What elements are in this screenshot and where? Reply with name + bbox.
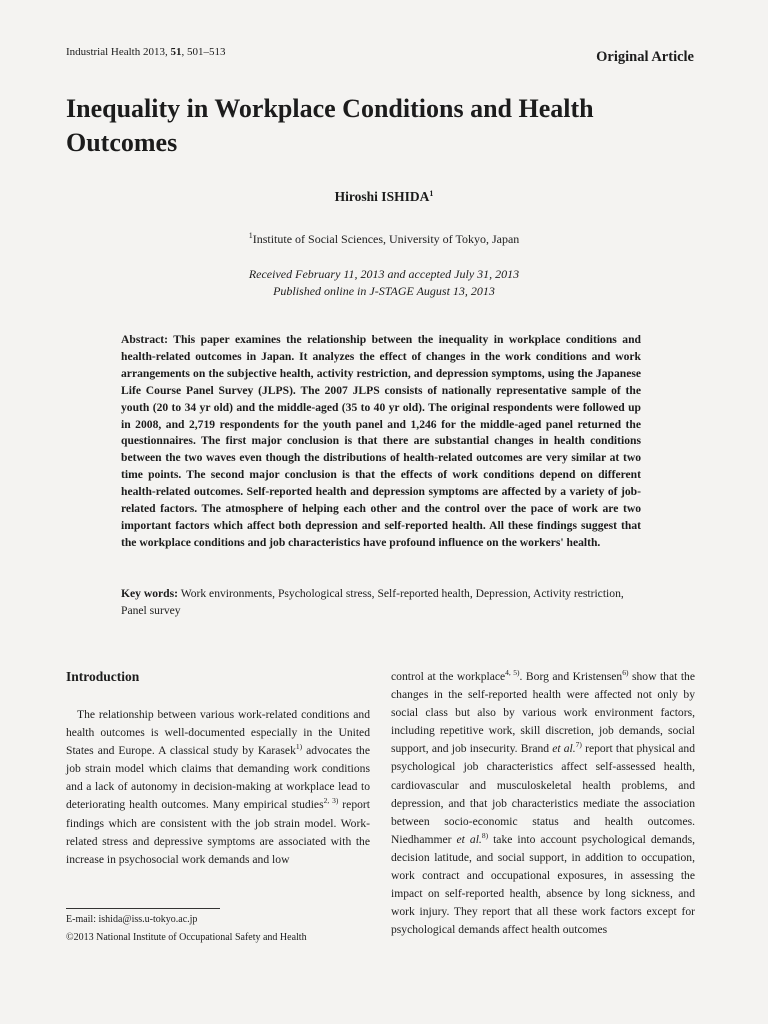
intro-p2-text-4: report that physical and psychological job characteristics affect self-assessed health, cardiovascular and musculoskeletal health problems, and depression, and that job characteristics mediate the association between socio-economic status and health outcomes. Niedhammer xyxy=(391,742,695,846)
keywords-text: Work environments, Psychological stress, Self-reported health, Depression, Activity restriction, Panel survey xyxy=(121,587,624,617)
intro-p2-text-5: take into account psychological demands, decision latitude, and social support, in addition to occupation, work contract and occupational exposures, in assessing the impact on self-reported health, absence by long sickness, and work injury. They report that all these work factors except for psychological demands affect health outcomes xyxy=(391,832,695,937)
et-al: et al. xyxy=(552,742,576,756)
keywords xyxy=(121,585,641,619)
footnote-divider xyxy=(66,908,220,909)
article-dates xyxy=(0,266,768,300)
article-type: Original Article xyxy=(596,49,694,65)
intro-p1-text-1: The relationship between various work-related conditions and health outcomes is well-documented especially in the United States and Europe. A classical study by Karasek xyxy=(66,708,370,758)
received-date: Received February 11, 2013 and accepted July 31, 2013 xyxy=(248,267,520,281)
article-title: Inequality in Workplace Conditions and Health Outcomes xyxy=(66,94,594,157)
right-column xyxy=(391,668,695,939)
journal-pages: , 501–513 xyxy=(181,46,226,58)
citation-ref: 4, 5) xyxy=(505,668,520,677)
citation-ref: 1) xyxy=(295,742,303,752)
section-heading-introduction: Introduction xyxy=(66,669,140,684)
affiliation-text: Institute of Social Sciences, University of Tokyo, Japan xyxy=(252,232,520,246)
footnote-copyright: ©2013 National Institute of Occupational Safety and Health xyxy=(66,932,307,943)
intro-p2-text-1: control at the workplace xyxy=(391,670,506,683)
citation-ref: 2, 3) xyxy=(323,796,339,806)
journal-citation xyxy=(66,46,225,58)
affiliation-mark: 1 xyxy=(248,231,253,240)
left-column xyxy=(66,668,370,869)
published-date: Published online in J-STAGE August 13, 2013 xyxy=(273,284,495,298)
journal-volume: 51 xyxy=(170,46,182,58)
footnote-email: E-mail: ishida@iss.u-tokyo.ac.jp xyxy=(66,914,198,925)
abstract: Abstract: This paper examines the relationship between the inequality in workplace conditions and health-related outcomes in Japan. It analyzes the effect of changes in the work conditions and work arrangements on the subjective health, activity restriction, and depression symptoms, using the Japanese Life Course Panel Survey (JLPS). The 2007 JLPS consists of nationally representative sample of the youth (20 to 34 yr old) and the middle-aged (35 to 40 yr old). The original respondents were followed up in 2008, and 2,719 respondents for the youth panel and 1,246 for the middle-aged panel returned the questionnaires. The first major conclusion is that there are substantial changes in health conditions between the two waves even though the distributions of health-related outcomes are very similar at two time points. The second major conclusion is that the effects of work conditions depend on different health-related outcomes. Self-reported health and depression symptoms are affected by a variety of job-related factors. The atmosphere of helping each other and the control over the pace of work are two important factors which affect both depression and self-reported health. All these findings suggest that the workplace conditions and job characteristics have profound influence on the workers' health. xyxy=(121,333,641,549)
intro-paragraph-1 xyxy=(66,706,370,869)
intro-p2-text-2: . Borg and Kristensen xyxy=(519,670,623,683)
intro-p1-text-3: report findings which are consistent with the job strain model. Work-related stress and depressive symptoms are associated with the increase in psychosocial work demands and low xyxy=(66,798,370,866)
et-al: et al. xyxy=(456,832,482,846)
intro-p2-text-3: show that the changes in the self-reported health were affected not only by social class but also by various work environment factors, including repetitive work, skill discretion, job demands, social support, and job insecurity. Brand xyxy=(391,670,695,756)
author-line xyxy=(0,189,768,205)
author-affiliation-mark: 1 xyxy=(429,189,434,198)
intro-p1-text-2: advocates the job strain model which claims that demanding work conditions and a lack of autonomy in decision-making at workplace lead to deteriorating health outcomes. Many empirical studies xyxy=(66,744,370,812)
journal-citation-prefix: Industrial Health 2013, xyxy=(66,46,171,58)
intro-paragraph-continued xyxy=(391,668,695,939)
author-name: Hiroshi ISHIDA xyxy=(334,189,430,204)
citation-ref: 6) xyxy=(622,668,629,677)
affiliation-line xyxy=(0,231,768,247)
keywords-label: Key words: xyxy=(121,587,178,600)
citation-ref: 8) xyxy=(481,830,489,840)
citation-ref: 7) xyxy=(575,740,582,750)
